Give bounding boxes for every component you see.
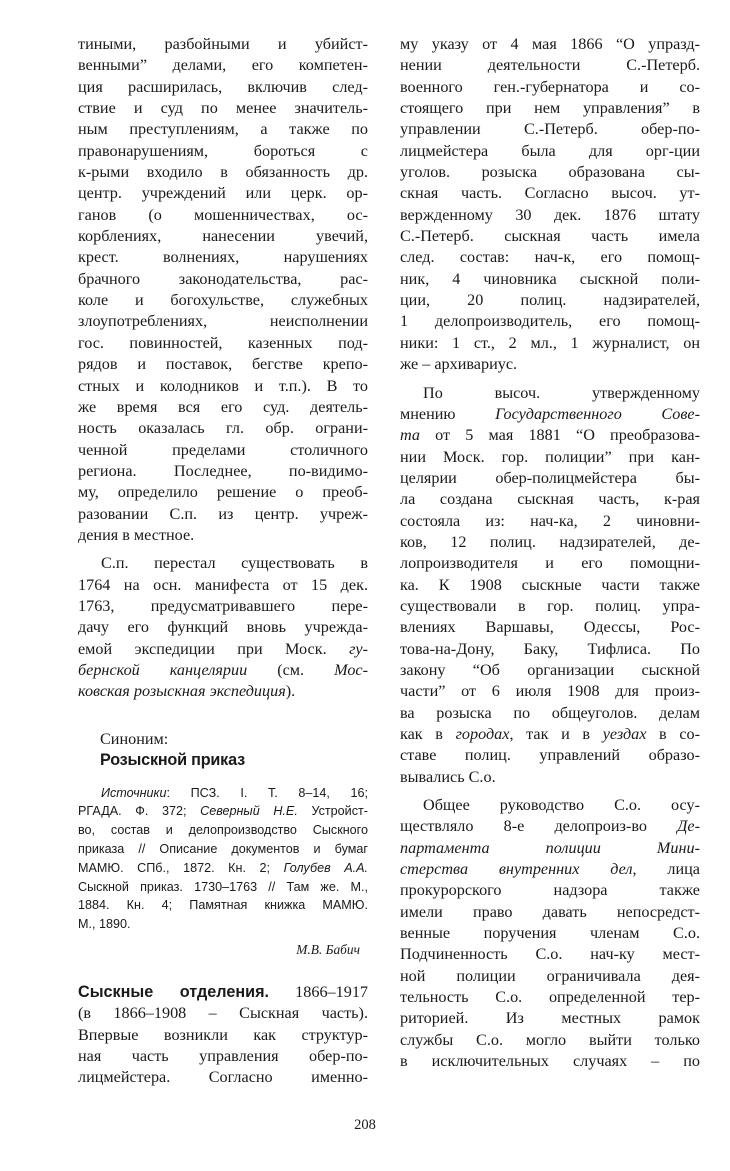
- text-line: крест. волнениях, нарушениях: [78, 248, 368, 267]
- synonym-label: Синоним:: [100, 729, 169, 748]
- text-line: скная часть. Согласно высоч. ут-: [400, 184, 700, 203]
- entry-heading: Сыскные отделения.: [78, 983, 270, 1002]
- text-line: след. состав: нач-к, его помощ-: [400, 248, 700, 267]
- text-line: имели право давать непосредст-: [400, 902, 700, 921]
- right-column: [400, 34, 700, 1073]
- text-line: мнению Государственного Сове-: [400, 404, 700, 423]
- text-line: ствие и суд по менее значитель-: [78, 99, 368, 118]
- text-line: злоупотреблениях, неисполнении: [78, 312, 368, 331]
- entry-sysknye-otdeleniya: [78, 982, 368, 1089]
- text-line: ковская розыскная экспедиция).: [78, 682, 296, 701]
- text-line: тиными, разбойными и убийст-: [78, 35, 368, 53]
- text-line: лицмейстера. Согласно именно-: [78, 1068, 368, 1087]
- text-line: бернской канцелярии (см. Мос-: [78, 660, 368, 679]
- text-line: рядов и поставок, бегстве крепо-: [78, 355, 368, 374]
- text-line: стных и колодников и т.п.). В то: [78, 376, 368, 395]
- text-line: партамента полиции Мини-: [400, 838, 700, 857]
- text-line: в исключительных случаях – по: [400, 1052, 700, 1071]
- text-line: состояла из: нач-ка, 2 чиновни-: [400, 511, 700, 530]
- text-line: стерства внутренних дел, лица: [400, 860, 700, 879]
- sources-block: [78, 784, 368, 934]
- text-line: 1764 на осн. манифеста от 15 дек.: [78, 575, 368, 594]
- text-line: корблениях, нанесении увечий,: [78, 227, 368, 246]
- text-line: службы С.о. могло выйти только: [400, 1030, 700, 1049]
- text-line: това-на-Дону, Баку, Тифлиса. По: [400, 639, 700, 658]
- text-line: влениях Варшавы, Одессы, Рос-: [400, 618, 700, 637]
- text-line: стоящего при нем управления” в: [400, 99, 700, 118]
- text-line: ставе полиц. управлений образо-: [400, 746, 700, 765]
- text-line: брачного законодательства, рас-: [78, 269, 368, 288]
- text-line: ники: 1 ст., 2 мл., 1 журналист, он: [400, 333, 700, 352]
- text-line: дачу его функций вновь учрежда-: [78, 618, 368, 637]
- text-line: центр. учреждений или церк. ор-: [78, 184, 368, 203]
- text-line: же – архивариус.: [400, 355, 518, 374]
- left-paragraph-1: [78, 34, 368, 546]
- text-line: части” от 6 июля 1908 для произ-: [400, 682, 700, 701]
- text-line: разовании С.п. из центр. учреж-: [78, 504, 368, 523]
- text-line: С.-Петерб. сыскная часть имела: [400, 227, 700, 246]
- entry-heading-line: Сыскные отделения. 1866–1917: [78, 983, 368, 1002]
- text-line: дения в местное.: [78, 525, 195, 544]
- source-line: МАМЮ. СПб., 1872. Кн. 2; Голубев А.А.: [78, 860, 369, 875]
- source-line: Сыскной приказ. 1730–1763 // Там же. М.,: [78, 879, 368, 894]
- source-line: приказа // Описание документов и бумаг: [78, 842, 368, 857]
- text-line: закону “Об организации сыскной: [400, 660, 700, 679]
- source-line: во, состав и делопроизводство Сыскного: [78, 823, 368, 838]
- source-line: 1884. Кн. 4; Памятная книжка МАМЮ.: [78, 898, 368, 913]
- text-line: коле и богохульстве, служебных: [78, 291, 368, 310]
- text-line: Общее руководство С.о. осу-: [423, 796, 700, 815]
- source-line: РГАДА. Ф. 372; Северный Н.Е. Устройст-: [78, 804, 368, 819]
- source-line: Источники: ПСЗ. I. Т. 8–14, 16;: [101, 785, 368, 800]
- text-line: ник, 4 чиновника сыскной поли-: [400, 269, 700, 288]
- text-line: Подчиненность С.о. нач-ку мест-: [400, 945, 700, 964]
- text-line: емой экспедиции при Моск. гу-: [78, 639, 368, 658]
- text-line: та от 5 мая 1881 “О преобразова-: [400, 426, 700, 445]
- text-line: вывались С.о.: [400, 767, 496, 786]
- text-line: ка. К 1908 сыскные части также: [400, 575, 700, 594]
- text-line: существовали в гор. полиц. упра-: [400, 596, 700, 615]
- text-line: ции, 20 полиц. надзирателей,: [400, 291, 700, 310]
- text-line: С.п. перестал существовать в: [101, 554, 368, 573]
- text-line: нии Моск. гор. полиции” при кан-: [400, 447, 700, 466]
- text-line: прокурорского надзора также: [400, 881, 700, 900]
- text-line: целярии обер-полицмейстера бы-: [400, 468, 700, 487]
- text-line: ганов (о мошенничествах, ос-: [78, 205, 368, 224]
- text-line: 1 делопроизводитель, его помощ-: [400, 312, 700, 331]
- text-line: ность оказалась гл. обр. ограни-: [78, 419, 368, 438]
- right-paragraph-2: [400, 383, 700, 789]
- text-line: управлении С.-Петерб. обер-по-: [400, 120, 700, 139]
- text-line: к-рыми входило в обязанность др.: [78, 163, 368, 182]
- text-line: правонарушениям, бороться с: [78, 141, 368, 160]
- text-line: му, определило решение о преоб-: [78, 483, 368, 502]
- text-line: военного ген.-губернатора и со-: [400, 77, 700, 96]
- text-line: уголов. розыска образована сы-: [400, 163, 700, 182]
- text-line: ков, 12 полиц. надзирателей, де-: [400, 532, 700, 551]
- text-line: ществляло 8-е делопроиз-во Де-: [400, 817, 700, 836]
- text-line: тельность С.о. определенной тер-: [400, 988, 700, 1007]
- text-line: ным преступлениям, а также по: [78, 120, 368, 139]
- text-line: нении деятельности С.-Петерб.: [400, 56, 700, 75]
- text-line: региона. Последнее, по-видимо-: [78, 461, 368, 480]
- text-line: ной полиции ограничивала дея-: [400, 966, 700, 985]
- text-line: риторией. Из местных рамок: [400, 1009, 700, 1028]
- text-line: же время вся его суд. деятель-: [78, 397, 368, 416]
- left-column: [78, 34, 368, 1089]
- text-line: гос. повинностей, казенных под-: [78, 333, 368, 352]
- right-paragraph-1: [400, 34, 700, 376]
- text-line: ция расширилась, включив след-: [78, 77, 368, 96]
- source-line: М., 1890.: [78, 917, 131, 932]
- left-paragraph-2: [78, 553, 368, 702]
- text-line: (в 1866–1908 – Сыскная часть).: [78, 1004, 368, 1023]
- text-line: му указу от 4 мая 1866 “О упразд-: [400, 35, 700, 53]
- page-number: 208: [354, 1117, 376, 1133]
- text-line: Впервые возникли как структур-: [78, 1025, 368, 1044]
- text-line: вержденному 30 дек. 1876 штату: [400, 205, 700, 224]
- text-line: лицмейстера была для орг-ции: [400, 141, 700, 160]
- text-line: ла создана сыскная часть, к-рая: [400, 490, 700, 509]
- text-line: венные поручения членам С.о.: [400, 924, 700, 943]
- article-author: М.В. Бабич: [296, 942, 360, 958]
- text-line: ва розыска по общеуголов. делам: [400, 703, 700, 722]
- text-line: лопроизводителя и его помощни-: [400, 554, 700, 573]
- text-line: По высоч. утвержденному: [423, 383, 700, 402]
- right-paragraph-3: [400, 795, 700, 1072]
- synonym-term: Розыскной приказ: [100, 751, 245, 770]
- text-line: 1763, предусматривавшего пере-: [78, 596, 368, 615]
- text-line: венными” делами, его компетен-: [78, 56, 368, 75]
- text-line: ченной пределами столичного: [78, 440, 368, 459]
- text-line: как в городах, так и в уездах в со-: [400, 725, 701, 743]
- text-line: ная часть управления обер-по-: [78, 1047, 368, 1066]
